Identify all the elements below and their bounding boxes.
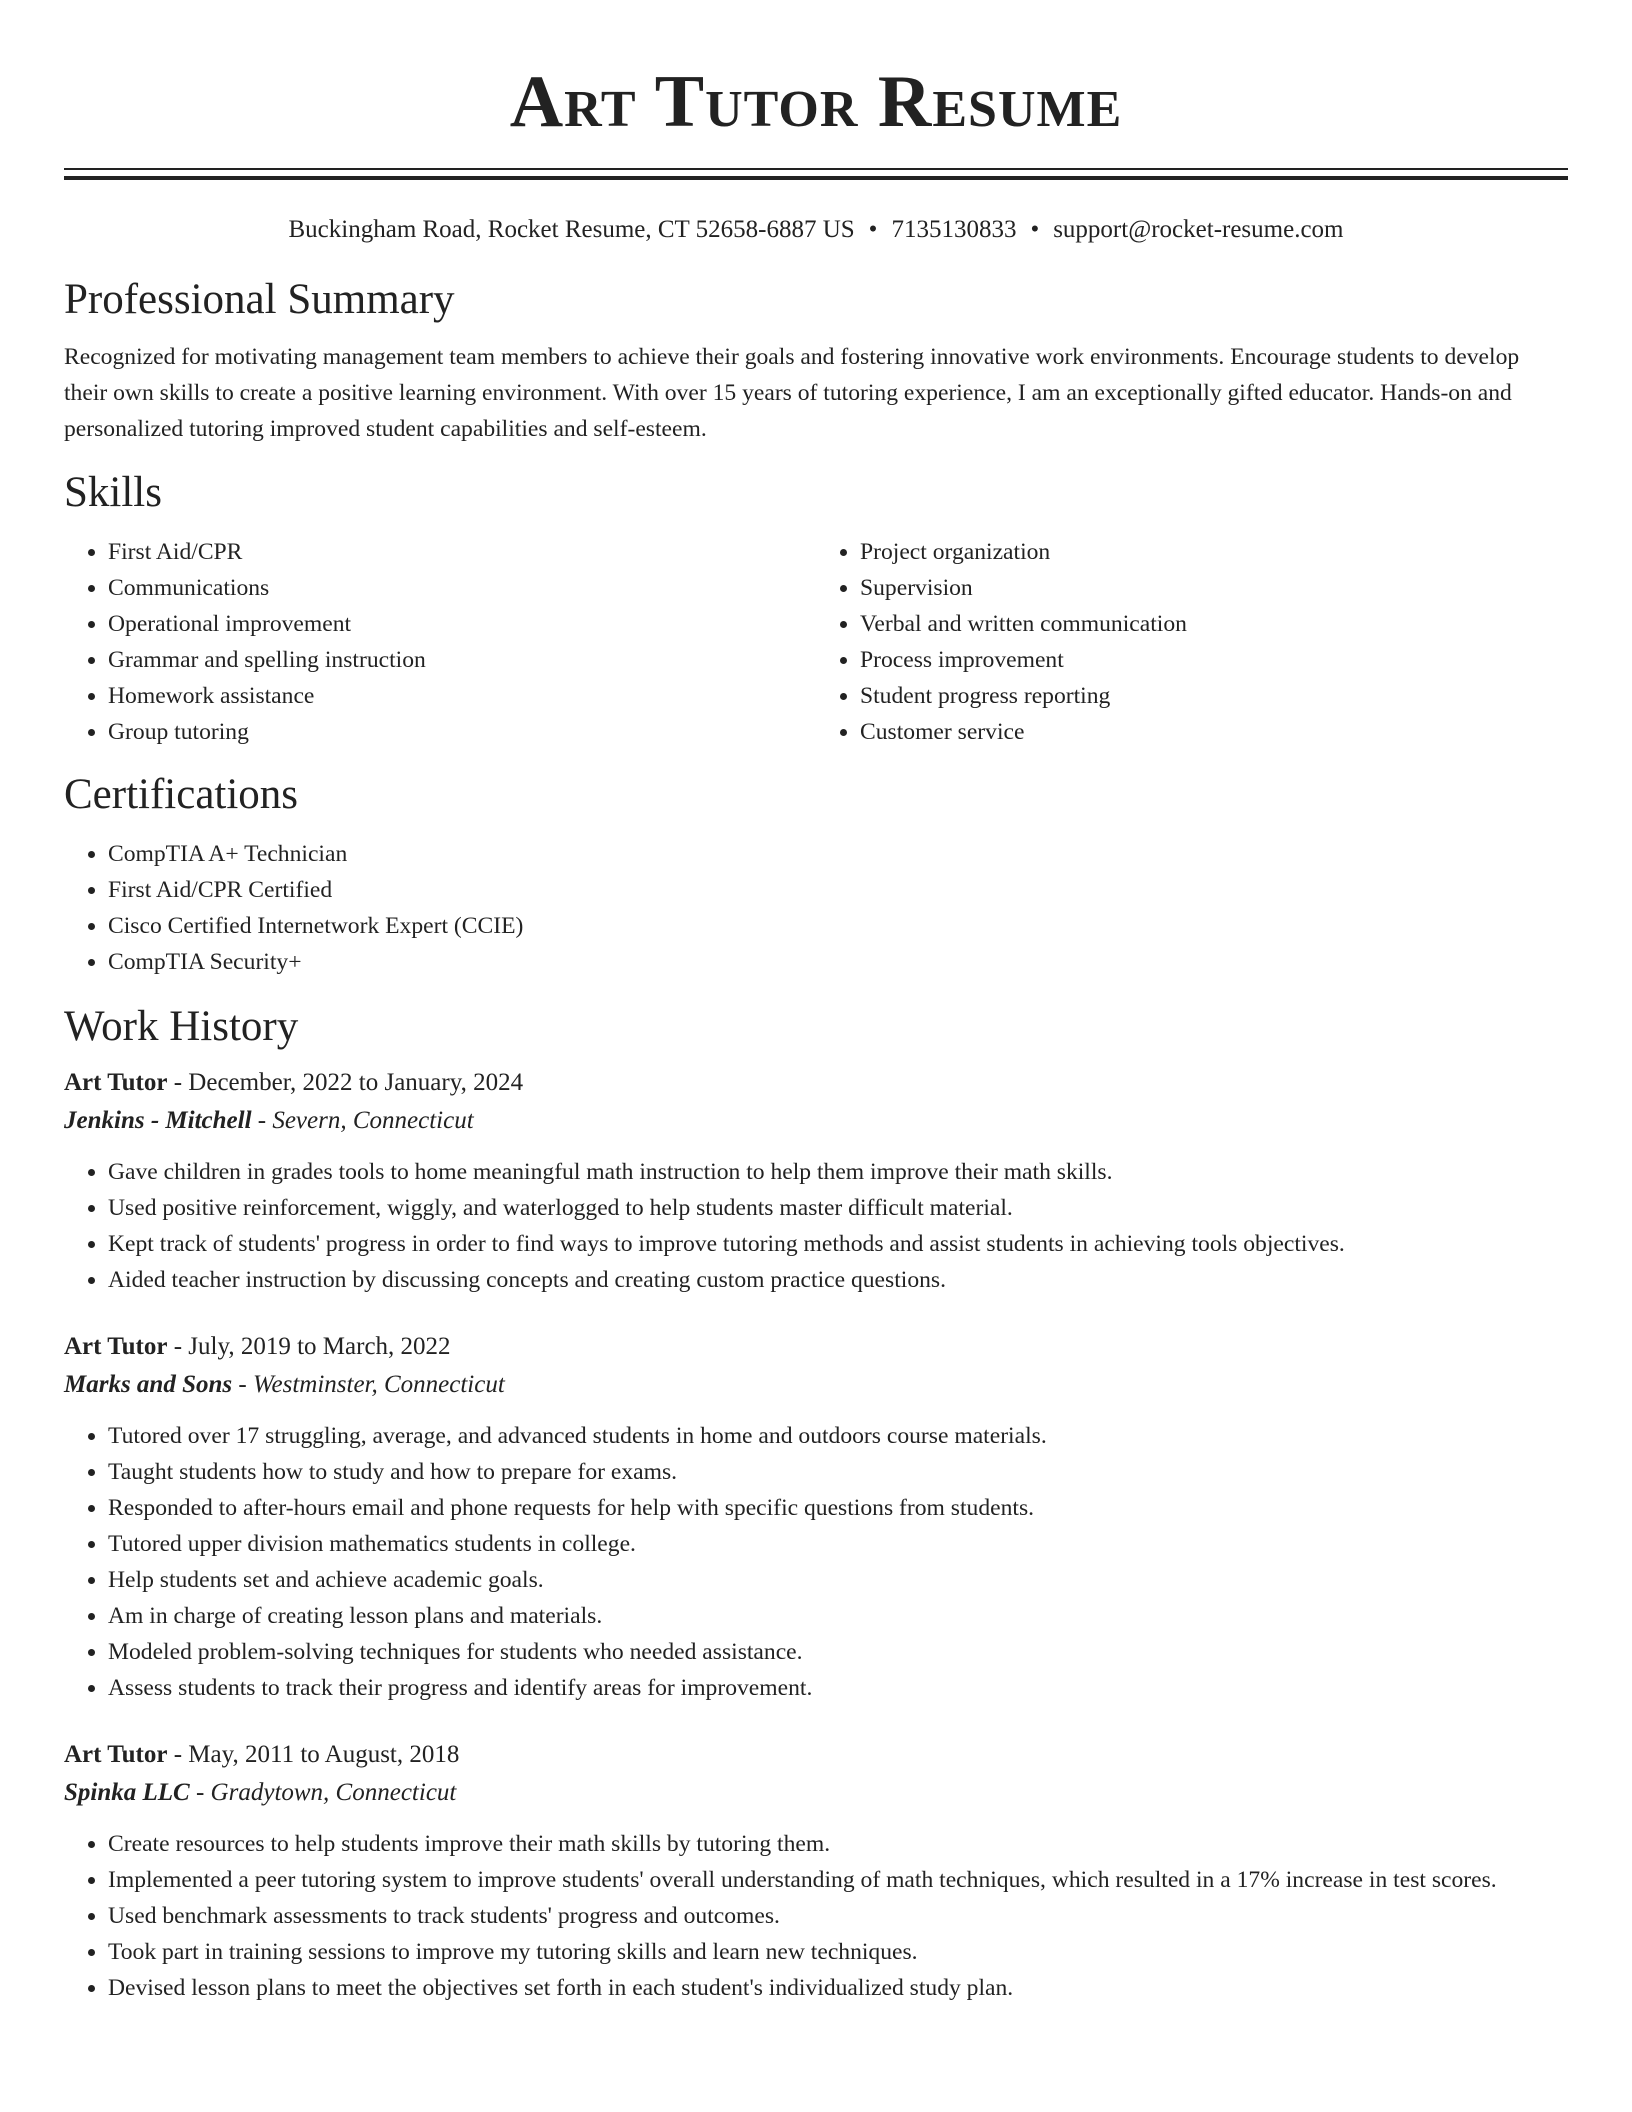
job-bullet: • Used benchmark assessments to track students' progress and outcomes. <box>108 1898 1568 1934</box>
summary-text: Recognized for motivating management team members to achieve their goals and fostering innovative work environments. Encourage students to develop their own skills to create a positive learning environment. With over 15 years of tutoring experience, I am an exceptionally gifted educator. Hands-on and personalized tutoring improved student capabilities and self-esteem. <box>64 344 1520 442</box>
job-company: Spinka LLC <box>64 1779 190 1806</box>
work-history-section <box>64 1002 1568 2006</box>
job-bullets <box>64 1826 1568 2006</box>
job-bullet: • Tutored over 17 struggling, average, and advanced students in home and outdoors course materials. <box>108 1418 1568 1454</box>
skill-item: • First Aid/CPR <box>108 534 816 570</box>
job-header <box>64 1328 1568 1366</box>
skill-item: • Process improvement <box>860 642 1568 678</box>
skill-item: • Verbal and written communication <box>860 606 1568 642</box>
job-employer <box>64 1366 1568 1404</box>
job-location: - Gradytown, Connecticut <box>189 1779 457 1806</box>
certifications-section <box>64 770 1568 980</box>
job-entry <box>64 1328 1568 1706</box>
job-bullet: • Gave children in grades tools to home meaningful math instruction to help them improve their math skills. <box>108 1154 1568 1190</box>
job-bullet: • Took part in training sessions to improve my tutoring skills and learn new techniques. <box>108 1934 1568 1970</box>
certification-item: • First Aid/CPR Certified <box>108 872 1568 908</box>
certification-item: • CompTIA Security+ <box>108 944 1568 980</box>
skill-item: • Operational improvement <box>108 606 816 642</box>
skill-item: • Customer service <box>860 714 1568 750</box>
certification-item: • Cisco Certified Internetwork Expert (CCIE) <box>108 908 1568 944</box>
skill-item: • Homework assistance <box>108 678 816 714</box>
skill-item: • Supervision <box>860 570 1568 606</box>
job-bullet: • Am in charge of creating lesson plans and materials. <box>108 1598 1568 1634</box>
contact-separator: • <box>1030 216 1040 243</box>
contact-email: support@rocket-resume.com <box>1053 216 1344 243</box>
contact-line <box>64 213 1568 247</box>
job-company: Marks and Sons <box>64 1371 233 1398</box>
job-bullets <box>64 1154 1568 1298</box>
skills-list-left <box>64 534 816 750</box>
job-header <box>64 1736 1568 1774</box>
job-bullet: • Tutored upper division mathematics students in college. <box>108 1526 1568 1562</box>
job-title: Art Tutor <box>64 1333 168 1360</box>
job-bullet: • Aided teacher instruction by discussing concepts and creating custom practice questions. <box>108 1262 1568 1298</box>
job-dates: - July, 2019 to March, 2022 <box>167 1333 451 1360</box>
skill-item: • Group tutoring <box>108 714 816 750</box>
skills-heading: Skills <box>64 469 162 516</box>
skills-columns <box>64 534 1568 750</box>
job-entry <box>64 1064 1568 1298</box>
job-bullet: • Responded to after-hours email and phone requests for help with specific questions from students. <box>108 1490 1568 1526</box>
job-bullet: • Create resources to help students improve their math skills by tutoring them. <box>108 1826 1568 1862</box>
work-history-heading: Work History <box>64 1003 299 1050</box>
job-bullet: • Devised lesson plans to meet the objectives set forth in each student's individualized study plan. <box>108 1970 1568 2006</box>
certification-item: • CompTIA A+ Technician <box>108 836 1568 872</box>
title-rule-thin <box>64 168 1568 170</box>
job-header <box>64 1064 1568 1102</box>
certifications-list <box>64 836 1568 980</box>
skill-item: • Student progress reporting <box>860 678 1568 714</box>
skills-section <box>64 468 1568 750</box>
title-rule-thick <box>64 176 1568 180</box>
job-bullets <box>64 1418 1568 1706</box>
job-bullet: • Help students set and achieve academic goals. <box>108 1562 1568 1598</box>
skill-item: • Communications <box>108 570 816 606</box>
certifications-heading: Certifications <box>64 771 299 818</box>
skills-list-right <box>816 534 1568 750</box>
resume-title: Art Tutor Resume <box>509 61 1123 143</box>
job-title: Art Tutor <box>64 1069 168 1096</box>
job-bullet: • Used positive reinforcement, wiggly, and waterlogged to help students master difficult material. <box>108 1190 1568 1226</box>
contact-phone: 7135130833 <box>891 216 1017 243</box>
job-entry <box>64 1736 1568 2006</box>
resume-page <box>64 0 1568 2006</box>
job-employer <box>64 1102 1568 1140</box>
job-dates: - May, 2011 to August, 2018 <box>167 1741 460 1768</box>
job-bullet: • Assess students to track their progress and identify areas for improvement. <box>108 1670 1568 1706</box>
contact-separator: • <box>868 216 878 243</box>
skill-item: • Grammar and spelling instruction <box>108 642 816 678</box>
job-location: - Severn, Connecticut <box>251 1107 474 1134</box>
job-company: Jenkins - Mitchell <box>64 1107 252 1134</box>
job-employer <box>64 1774 1568 1812</box>
summary-heading: Professional Summary <box>64 276 455 323</box>
job-bullet: • Modeled problem-solving techniques for students who needed assistance. <box>108 1634 1568 1670</box>
job-bullet: • Taught students how to study and how to prepare for exams. <box>108 1454 1568 1490</box>
job-bullet: • Kept track of students' progress in order to find ways to improve tutoring methods and assist students in achieving tools objectives. <box>108 1226 1568 1262</box>
job-dates: - December, 2022 to January, 2024 <box>167 1069 524 1096</box>
contact-address: Buckingham Road, Rocket Resume, CT 52658-6887 US <box>288 216 855 243</box>
job-location: - Westminster, Connecticut <box>232 1371 505 1398</box>
job-bullet: • Implemented a peer tutoring system to improve students' overall understanding of math techniques, which resulted in a 17% increase in test scores. <box>108 1862 1568 1898</box>
summary-section <box>64 275 1568 447</box>
skill-item: • Project organization <box>860 534 1568 570</box>
job-title: Art Tutor <box>64 1741 168 1768</box>
